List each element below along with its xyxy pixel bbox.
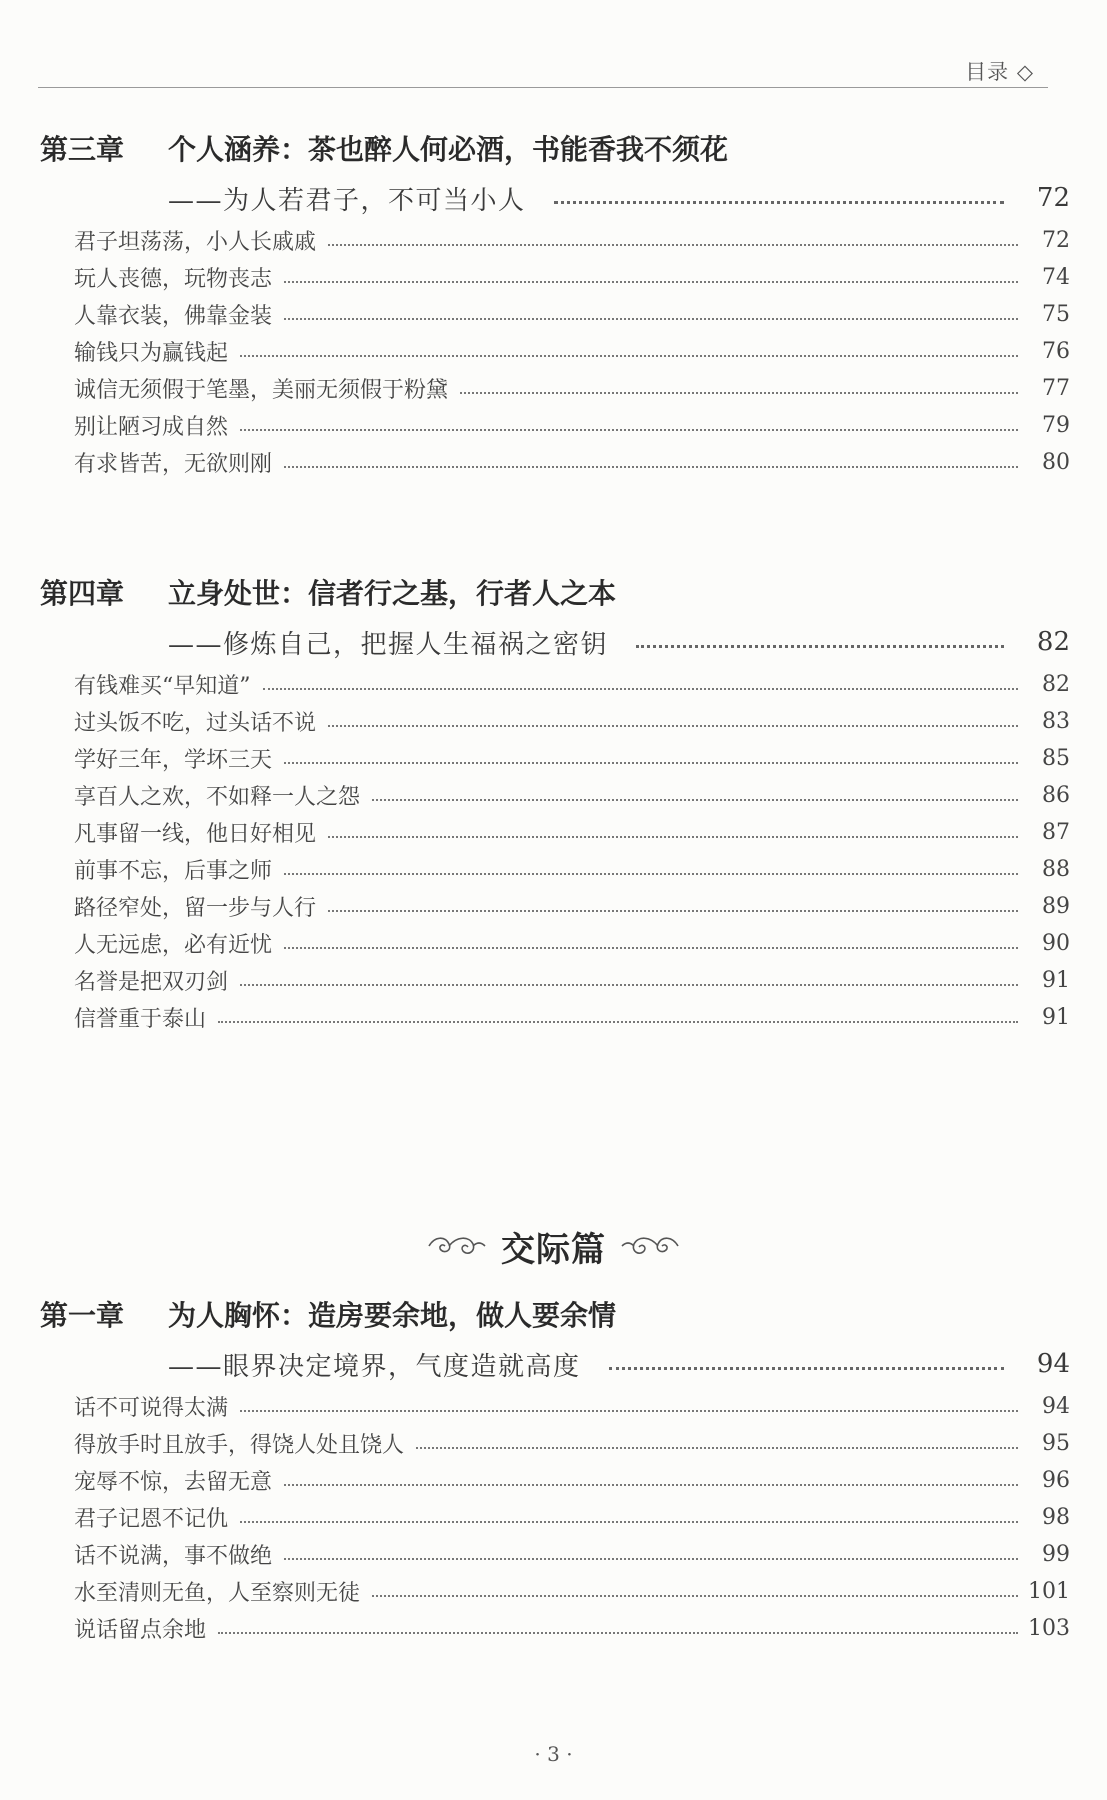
entry-title: 话不可说得太满 (74, 1396, 229, 1421)
entry-list (74, 1388, 1070, 1647)
chapter-title (40, 572, 1070, 620)
toc-entry[interactable] (74, 1610, 1070, 1647)
dot-leader (218, 1632, 1018, 1634)
toc-entry[interactable] (74, 222, 1070, 259)
entry-page: 80 (1042, 450, 1070, 475)
entry-title: 凡事留一线，他日好相见 (74, 822, 317, 847)
entry-title: 话不说满，事不做绝 (74, 1544, 273, 1569)
chapter-4 (40, 572, 1070, 1032)
entry-page: 79 (1042, 413, 1070, 438)
subtitle-page: 72 (1036, 183, 1070, 213)
chapter-3 (40, 128, 1070, 477)
toc-entry[interactable] (74, 1573, 1070, 1610)
dot-leader (284, 466, 1018, 468)
entry-title: 人无远虑，必有近忧 (74, 933, 273, 958)
dot-leader (284, 1484, 1018, 1486)
chapter-number: 第四章 (40, 577, 125, 610)
toc-entry[interactable] (74, 444, 1070, 481)
dot-leader (416, 1447, 1018, 1449)
toc-entry[interactable] (74, 259, 1070, 296)
toc-entry[interactable] (74, 1462, 1070, 1499)
toc-entry[interactable] (74, 888, 1070, 925)
entry-page: 76 (1042, 339, 1070, 364)
entry-page: 101 (1028, 1579, 1070, 1604)
entry-title: 输钱只为赢钱起 (74, 341, 229, 366)
subtitle-page: 94 (1036, 1349, 1070, 1379)
dot-leader (636, 645, 1004, 648)
entry-page: 98 (1042, 1505, 1070, 1530)
entry-page: 75 (1042, 302, 1070, 327)
chapter-subtitle: ——修炼自己，把握人生福祸之密钥 (168, 629, 609, 660)
chapter-heading: 个人涵养：茶也醉人何必酒，书能香我不须花 (168, 133, 729, 166)
page-number: · 3 · (534, 1742, 573, 1766)
dot-leader (284, 947, 1018, 949)
dot-leader (554, 201, 1004, 204)
dot-leader (284, 1558, 1018, 1560)
entry-page: 91 (1042, 968, 1070, 993)
dot-leader (609, 1367, 1004, 1370)
subtitle-page: 82 (1036, 627, 1070, 657)
entry-title: 路径窄处，留一步与人行 (74, 896, 317, 921)
entry-title: 诚信无须假于笔墨，美丽无须假于粉黛 (74, 378, 449, 403)
toc-entry[interactable] (74, 999, 1070, 1036)
dot-leader (240, 984, 1018, 986)
entry-title: 得放手时且放手，得饶人处且饶人 (74, 1433, 405, 1458)
chapter-title (40, 128, 1070, 176)
dot-leader (284, 762, 1018, 764)
entry-title: 过头饭不吃，过头话不说 (74, 711, 317, 736)
entry-page: 99 (1042, 1542, 1070, 1567)
toc-entry[interactable] (74, 1536, 1070, 1573)
entry-page: 89 (1042, 894, 1070, 919)
entry-page: 103 (1028, 1616, 1070, 1641)
dot-leader (218, 1021, 1018, 1023)
toc-entry[interactable] (74, 851, 1070, 888)
dot-leader (460, 392, 1018, 394)
header-rule (38, 87, 1048, 88)
chapter-heading: 为人胸怀：造房要余地，做人要余情 (168, 1299, 617, 1332)
entry-title: 说话留点余地 (74, 1618, 207, 1643)
dot-leader (328, 910, 1018, 912)
dot-leader (328, 836, 1018, 838)
entry-title: 信誉重于泰山 (74, 1007, 207, 1032)
left-scroll-ornament-icon (425, 1230, 487, 1262)
entry-page: 85 (1042, 746, 1070, 771)
toc-entry[interactable] (74, 666, 1070, 703)
chapter-heading: 立身处世：信者行之基，行者人之本 (168, 577, 617, 610)
dot-leader (284, 318, 1018, 320)
toc-entry[interactable] (74, 1499, 1070, 1536)
dot-leader (328, 244, 1018, 246)
section-divider (0, 1218, 1107, 1274)
toc-entry[interactable] (74, 333, 1070, 370)
dot-leader (372, 1595, 1018, 1597)
entry-title: 学好三年，学坏三天 (74, 748, 273, 773)
entry-title: 君子记恩不记仇 (74, 1507, 229, 1532)
toc-entry[interactable] (74, 814, 1070, 851)
chapter-subtitle-row[interactable] (40, 180, 1070, 216)
toc-entry[interactable] (74, 1388, 1070, 1425)
dot-leader (240, 429, 1018, 431)
entry-page: 77 (1042, 376, 1070, 401)
toc-entry[interactable] (74, 296, 1070, 333)
section-title: 交际篇 (501, 1229, 606, 1270)
chapter-1 (40, 1294, 1070, 1643)
toc-entry[interactable] (74, 925, 1070, 962)
entry-list (74, 666, 1070, 1036)
entry-list (74, 222, 1070, 481)
dot-leader (284, 281, 1018, 283)
entry-title: 玩人丧德，玩物丧志 (74, 267, 273, 292)
dot-leader (240, 355, 1018, 357)
entry-title: 君子坦荡荡，小人长戚戚 (74, 230, 317, 255)
entry-title: 享百人之欢，不如释一人之怨 (74, 785, 361, 810)
entry-page: 72 (1042, 228, 1070, 253)
entry-page: 86 (1042, 783, 1070, 808)
toc-entry[interactable] (74, 740, 1070, 777)
chapter-subtitle: ——为人若君子，不可当小人 (168, 185, 526, 216)
dot-leader (240, 1410, 1018, 1412)
entry-page: 74 (1042, 265, 1070, 290)
entry-page: 94 (1042, 1394, 1070, 1419)
dot-leader (372, 799, 1018, 801)
toc-entry[interactable] (74, 1425, 1070, 1462)
right-scroll-ornament-icon (620, 1230, 682, 1262)
dot-leader (284, 873, 1018, 875)
chapter-subtitle-row[interactable] (40, 1346, 1070, 1382)
entry-title: 别让陋习成自然 (74, 415, 229, 440)
toc-entry[interactable] (74, 407, 1070, 444)
dot-leader (240, 1521, 1018, 1523)
entry-title: 名誉是把双刃剑 (74, 970, 229, 995)
entry-title: 前事不忘，后事之师 (74, 859, 273, 884)
entry-title: 人靠衣装，佛靠金装 (74, 304, 273, 329)
entry-page: 90 (1042, 931, 1070, 956)
dot-leader (263, 688, 1019, 690)
entry-page: 96 (1042, 1468, 1070, 1493)
chapter-subtitle-row[interactable] (40, 624, 1070, 660)
entry-page: 91 (1042, 1005, 1070, 1030)
toc-entry[interactable] (74, 962, 1070, 999)
entry-title: 水至清则无鱼，人至察则无徒 (74, 1581, 361, 1606)
entry-page: 83 (1042, 709, 1070, 734)
running-header (38, 44, 1048, 88)
chapter-number: 第一章 (40, 1299, 125, 1332)
chapter-title (40, 1294, 1070, 1342)
entry-page: 82 (1042, 672, 1070, 697)
chapter-subtitle: ——眼界决定境界，气度造就高度 (168, 1351, 581, 1382)
entry-title: 宠辱不惊，去留无意 (74, 1470, 273, 1495)
toc-entry[interactable] (74, 703, 1070, 740)
toc-entry[interactable] (74, 777, 1070, 814)
chapter-number: 第三章 (40, 133, 125, 166)
entry-title: 有求皆苦，无欲则刚 (74, 452, 273, 477)
entry-page: 95 (1042, 1431, 1070, 1456)
dot-leader (328, 725, 1018, 727)
entry-page: 87 (1042, 820, 1070, 845)
header-title: 目录 ◇ (965, 60, 1034, 84)
toc-entry[interactable] (74, 370, 1070, 407)
entry-page: 88 (1042, 857, 1070, 882)
entry-title: 有钱难买“早知道” (74, 674, 251, 699)
